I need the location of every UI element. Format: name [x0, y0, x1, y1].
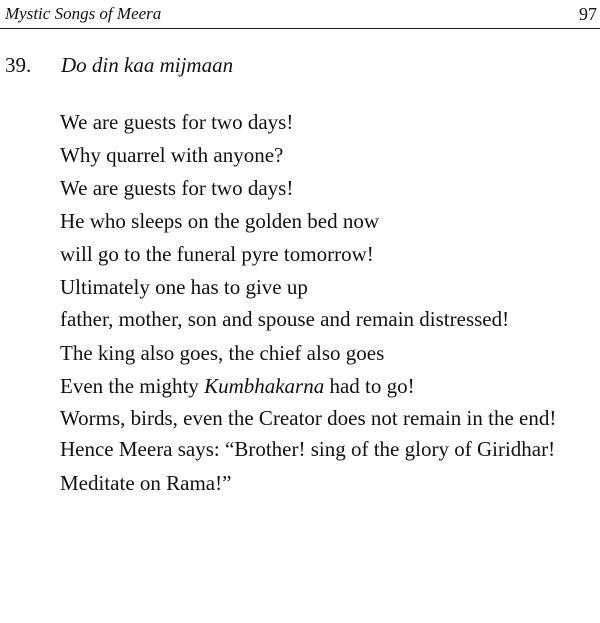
running-header	[0, 0, 600, 29]
poem-line	[60, 370, 596, 403]
poem-line-start: Even the mighty	[60, 374, 199, 398]
poem-line: Hence Meera says: “Brother! sing of the glory of Giridhar!	[60, 437, 556, 461]
poem-line: will go to the funeral pyre tomorrow!	[60, 242, 374, 266]
poem-heading	[5, 53, 233, 77]
poem-line: We are guests for two days!	[60, 110, 294, 134]
poem-body	[60, 106, 596, 500]
poem-line: The king also goes, the chief also goes	[60, 341, 385, 365]
poem-line: Meditate on Rama!”	[60, 471, 232, 495]
running-title: Mystic Songs of Meera	[5, 4, 162, 23]
page-number: 97	[579, 4, 597, 24]
poem-line: father, mother, son and spouse and remain distressed!	[60, 307, 510, 331]
poem-line: Ultimately one has to give up	[60, 275, 308, 299]
poem-line-end: had to go!	[329, 374, 415, 398]
poem-line: He who sleeps on the golden bed now	[60, 209, 380, 233]
poem-line: Worms, birds, even the Creator does not remain in the end!	[60, 406, 557, 430]
kumbhakarna-name: Kumbhakarna	[204, 374, 325, 398]
poem-number: 39.	[5, 53, 32, 77]
poem-line: We are guests for two days!	[60, 176, 294, 200]
poem-title: Do din kaa mijmaan	[61, 53, 234, 77]
poem-line: Why quarrel with anyone?	[60, 143, 284, 167]
